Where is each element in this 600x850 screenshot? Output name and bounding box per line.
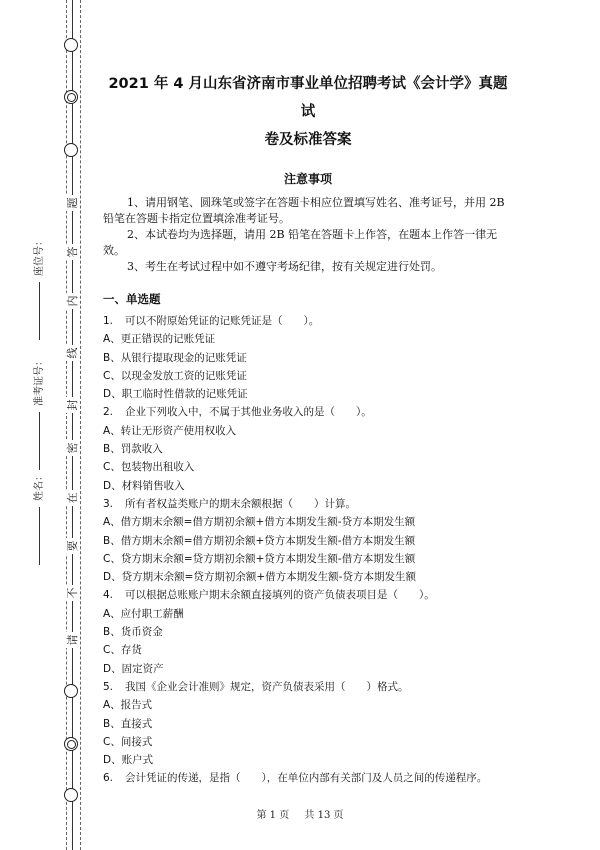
answer-option: A、报告式 [103, 699, 153, 712]
name-field[interactable] [30, 471, 45, 565]
answer-option: D、账户式 [103, 754, 154, 767]
seal-char: 题 [64, 195, 80, 211]
exam-id-label: 准考证号： [34, 356, 45, 406]
answer-option: C、存货 [103, 644, 142, 657]
punch-hole-double-icon [64, 90, 78, 104]
cut-line-dashed [80, 0, 81, 850]
seal-char: 答 [64, 244, 80, 260]
question-text: 所有者权益类账户的期末余额根据（ ）计算。 [125, 497, 356, 510]
seal-char: 封 [64, 397, 80, 413]
question-number: 5. [103, 680, 114, 693]
seal-char: 内 [64, 293, 80, 309]
binding-line [72, 0, 73, 850]
question [103, 678, 513, 696]
question-number: 3. [103, 497, 114, 510]
seal-char: 线 [64, 345, 80, 361]
notice-item: 3、考生在考试过程中如不遵守考场纪律，按有关规定进行处罚。 [127, 260, 442, 273]
seat-number-label: 座位号： [34, 236, 45, 276]
answer-option: A、应付职工薪酬 [103, 607, 184, 620]
answer-option: D、职工临时性借款的记账凭证 [103, 388, 248, 401]
title-line-1: 2021 年 4 月山东省济南市事业单位招聘考试《会计学》真题试 [108, 76, 508, 120]
exam-id-blank[interactable] [39, 412, 40, 470]
answer-option: B、直接式 [103, 717, 153, 730]
question-text: 企业下列收入中，不属于其他业务收入的是（ ）。 [125, 406, 372, 419]
answer-option: B、从银行提取现金的记账凭证 [103, 351, 247, 364]
seal-char: 不 [64, 585, 80, 601]
answer-option: C、包装物出租收入 [103, 461, 195, 474]
page-total: 共 13 页 [304, 810, 344, 821]
answer-option: B、借方期末余额=借方期初余额+贷方本期发生额-借方本期发生额 [103, 534, 416, 547]
question-number: 6. [103, 772, 114, 785]
seat-number-field[interactable] [30, 236, 45, 340]
answer-option: B、货币资金 [103, 626, 163, 639]
cut-line-dashed [66, 0, 67, 850]
question [103, 312, 513, 330]
name-label: 姓名： [34, 471, 45, 501]
answer-option: B、罚款收入 [103, 443, 163, 456]
binding-margin [0, 0, 95, 850]
question-number: 1. [103, 315, 114, 327]
page-footer [0, 806, 600, 821]
seal-char: 请 [64, 632, 80, 648]
punch-hole-icon [64, 143, 78, 157]
punch-hole-icon [64, 684, 78, 698]
question [103, 495, 513, 513]
answer-option: D、固定资产 [103, 662, 164, 675]
question-number: 4. [103, 589, 114, 602]
question-number: 2. [103, 406, 114, 419]
answer-option: A、更正错误的记账凭证 [103, 333, 216, 346]
answer-option: D、材料销售收入 [103, 479, 185, 492]
punch-hole-double-icon [64, 737, 78, 751]
exam-content [103, 70, 513, 788]
page-title [103, 70, 513, 154]
seal-char: 要 [64, 538, 80, 554]
notice-item: 2、本试卷均为选择题，请用 2B 铅笔在答题卡上作答，在题本上作答一律无效。 [103, 228, 498, 257]
seat-number-blank[interactable] [39, 282, 40, 340]
notice-item: 1、请用钢笔、圆珠笔或签字在答题卡相应位置填写姓名、准考证号，并用 2B 铅笔在答题卡指定位置填涂准考证号。 [103, 196, 505, 225]
question [103, 769, 513, 787]
title-line-2: 卷及标准答案 [264, 132, 352, 148]
answer-option: C、以现金发放工资的记账凭证 [103, 369, 247, 382]
section-heading: 一、单选题 [103, 292, 161, 306]
question-text: 会计凭证的传递，是指（ ），在单位内部有关部门及人员之间的传递程序。 [125, 772, 488, 785]
punch-hole-icon [64, 788, 78, 802]
exam-id-field[interactable] [30, 356, 45, 470]
question-text: 可以不附原始凭证的记账凭证是（ ）。 [125, 315, 320, 327]
seal-char: 密 [64, 440, 80, 456]
name-blank[interactable] [39, 507, 40, 565]
seal-char: 在 [64, 490, 80, 506]
answer-option: C、贷方期末余额=贷方期初余额+贷方本期发生额-借方本期发生额 [103, 552, 416, 565]
page-number: 第 1 页 [256, 810, 290, 821]
notice-heading: 注意事项 [283, 172, 332, 186]
question-list [103, 312, 513, 788]
question-text: 可以根据总账账户期末余额直接填列的资产负债表项目是（ ）。 [125, 589, 435, 602]
question-text: 我国《企业会计准则》规定，资产负债表采用（ ）格式。 [125, 680, 409, 693]
answer-option: D、贷方期末余额=贷方期初余额+借方本期发生额-贷方本期发生额 [103, 571, 416, 584]
answer-option: A、转让无形资产使用权收入 [103, 424, 237, 437]
question [103, 403, 513, 421]
punch-hole-icon [64, 38, 78, 52]
answer-option: A、借方期末余额=借方期初余额+借方本期发生额-贷方本期发生额 [103, 516, 416, 529]
answer-option: C、间接式 [103, 735, 153, 748]
question [103, 586, 513, 604]
